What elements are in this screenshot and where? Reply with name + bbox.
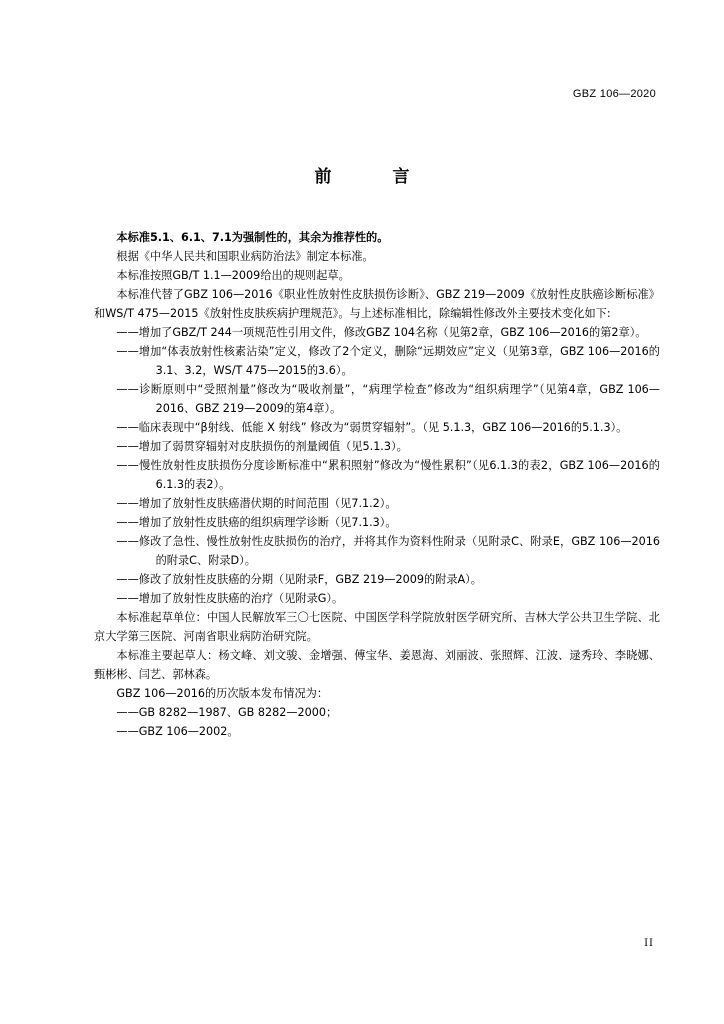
mandatory-clause: 本标准5.1、6.1、7.1为强制性的，其余为推荐性的。 [116, 231, 389, 244]
change-item: ——临床表现中“β射线、低能 X 射线” 修改为“弱贯穿辐射”。（见 5.1.3，GBZ 106—2016的5.1.3）。 [116, 421, 628, 434]
change-item: ——增加了弱贯穿辐射对皮肤损伤的剂量阈值（见5.1.3）。 [116, 440, 408, 453]
change-item: ——诊断原则中“受照剂量”修改为“吸收剂量”，“病理学检查”修改为“组织病理学”（见第4章，GBZ 106—2016、GBZ 219—2009的第4章）。 [116, 383, 660, 415]
change-item: ——增加“体表放射性核素沾染”定义，修改了2个定义，删除“远期效应”定义（见第3章，GBZ 106—2016的3.1、3.2，WS/T 475—2015的3.6）。 [116, 345, 660, 377]
foreword-body [94, 228, 660, 741]
replaces-statement: 本标准代替了GBZ 106—2016《职业性放射性皮肤损伤诊断》、GBZ 219—2009《放射性皮肤癌诊断标准》和WS/T 475—2015《放射性皮肤疾病护理规范》。与上述标准相比，除编辑性修改外主要技术变化如下: [94, 288, 660, 320]
change-item: ——增加了放射性皮肤癌的组织病理学诊断（见7.1.3）。 [116, 516, 397, 529]
page-title: 前 言 [314, 167, 432, 187]
standard-number: GBZ 106—2020 [572, 88, 656, 100]
drafting-units: 本标准起草单位：中国人民解放军三〇七医院、中国医学科学院放射医学研究所、吉林大学公共卫生学院、北京大学第三医院、河南省职业病防治研究院。 [94, 611, 660, 643]
drafting-rules: 本标准按照GB/T 1.1—2009给出的规则起草。 [116, 269, 350, 282]
legal-basis: 根据《中华人民共和国职业病防治法》制定本标准。 [116, 250, 374, 263]
change-item: ——修改了急性、慢性放射性皮肤损伤的治疗，并将其作为资料性附录（见附录C、附录E，GBZ 106—2016的附录C、附录D）。 [116, 535, 660, 567]
change-item: ——修改了放射性皮肤癌的分期（见附录F，GBZ 219—2009的附录A）。 [116, 573, 482, 586]
change-item: ——增加了GBZ/T 244一项规范性引用文件，修改GBZ 104名称（见第2章，GBZ 106—2016的第2章）。 [116, 326, 647, 339]
change-item: ——增加了放射性皮肤癌潜伏期的时间范围（见7.1.2）。 [116, 497, 397, 510]
history-item: ——GB 8282—1987、GB 8282—2000； [116, 706, 338, 719]
drafters: 本标准主要起草人：杨文峰、刘文骏、金增强、傅宝华、姜恩海、刘丽波、张照辉、江波、逯秀玲、李晓娜、甄彬彬、闫艺、郭林森。 [94, 649, 660, 681]
history-item: ——GBZ 106—2002。 [116, 725, 239, 738]
change-item: ——慢性放射性皮肤损伤分度诊断标准中“累积照射”修改为“慢性累积”（见6.1.3的表2，GBZ 106—2016的6.1.3的表2）。 [116, 459, 660, 491]
change-item: ——增加了放射性皮肤癌的治疗（见附录G）。 [116, 592, 344, 605]
history-intro: GBZ 106—2016的历次版本发布情况为： [116, 687, 329, 700]
page-number: II [644, 938, 654, 949]
